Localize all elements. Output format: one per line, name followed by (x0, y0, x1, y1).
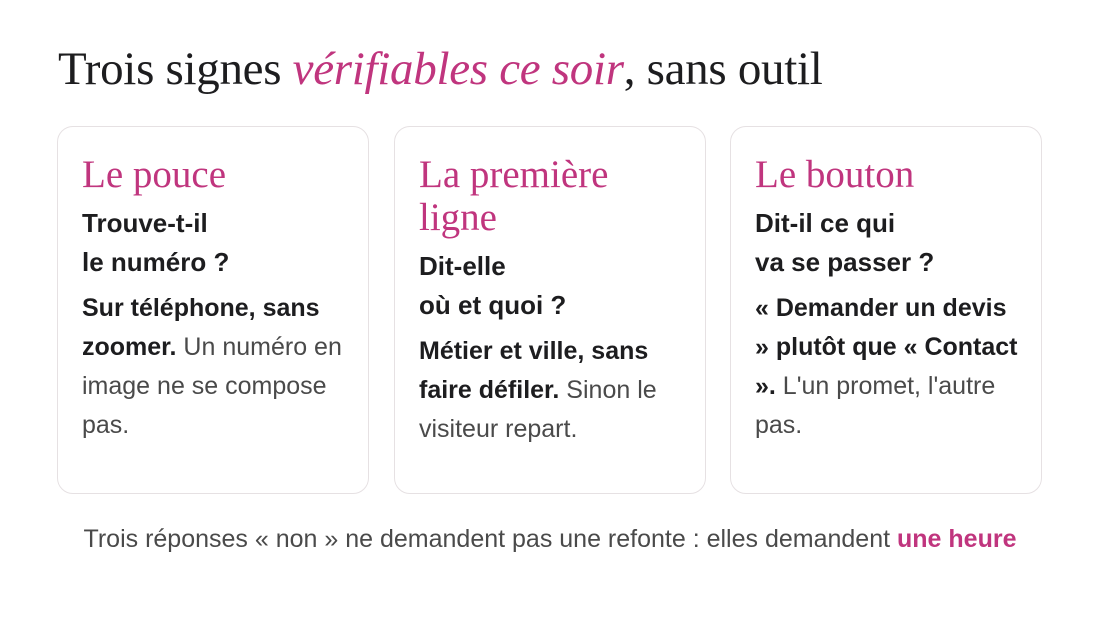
card-question-line: le numéro ? (82, 247, 230, 277)
card-question (755, 204, 1021, 282)
footer-note (40, 520, 1060, 558)
card-body-text: L'un promet, l'autre pas. (755, 372, 996, 439)
card-question (419, 247, 685, 325)
card-title: Le pouce (82, 153, 227, 196)
card-question-line: où et quoi ? (419, 290, 567, 320)
card-body-emphasis: Métier et ville, sans faire défiler. (419, 337, 649, 404)
heading-accent: vérifiables ce soir (292, 43, 624, 95)
page-heading (58, 42, 823, 96)
card-le-bouton (730, 126, 1042, 494)
card-body (82, 289, 348, 445)
card-body-emphasis: Sur téléphone, sans zoomer. (82, 294, 320, 361)
card-question-line: Trouve-t-il (82, 208, 208, 238)
card-question (82, 204, 348, 282)
signs-card-grid (57, 126, 1044, 496)
card-question-line: va se passer ? (755, 247, 935, 277)
card-title: La première ligne (419, 153, 609, 239)
card-question-line: Dit-il ce qui (755, 208, 896, 238)
card-question-line: Dit-elle (419, 251, 506, 281)
card-body (419, 332, 685, 449)
card-la-premiere-ligne (394, 126, 706, 494)
footer-accent: une heure (897, 525, 1017, 553)
card-body-text: Un numéro en image ne se compose pas. (82, 333, 342, 439)
footer-text: Trois réponses « non » ne demandent pas une refonte : elles demandent (83, 525, 898, 553)
heading-text-start: Trois signes (58, 43, 293, 95)
card-body-emphasis: « Demander un devis » plutôt que « Contact ». (755, 294, 1018, 400)
card-le-pouce (57, 126, 369, 494)
card-body-text: Sinon le visiteur repart. (419, 376, 657, 443)
card-body (755, 289, 1021, 445)
card-title: Le bouton (755, 153, 915, 196)
heading-text-end: , sans outil (623, 43, 823, 95)
